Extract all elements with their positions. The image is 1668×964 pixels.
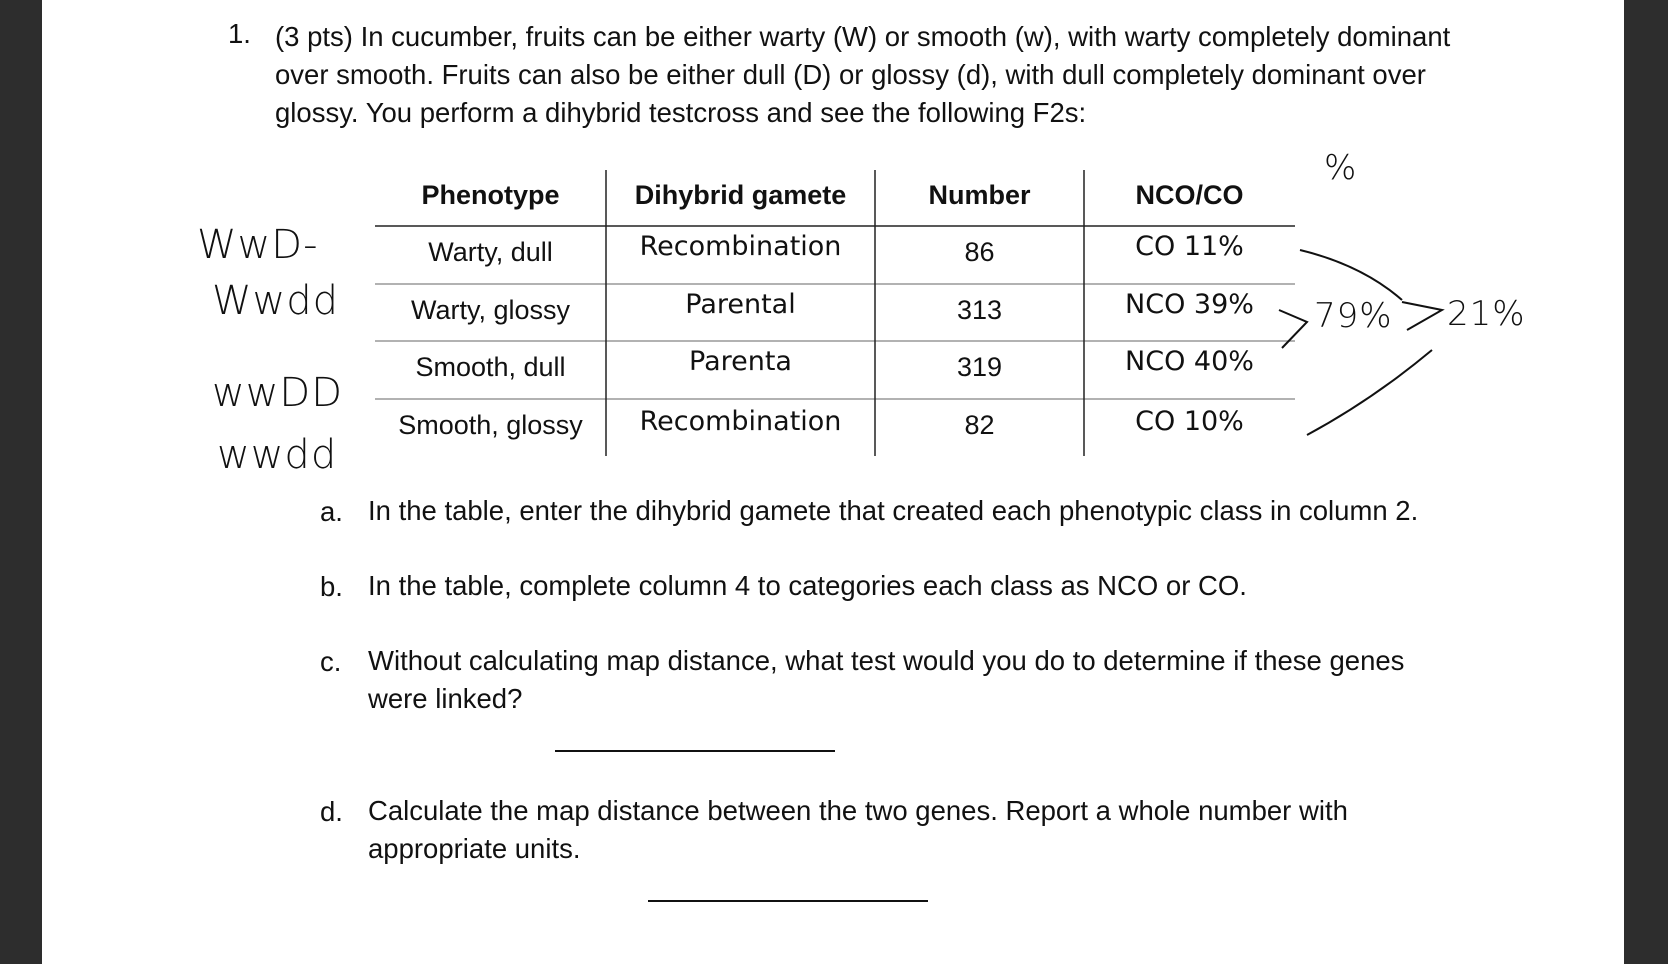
handwritten-genotype-4: wwdd	[217, 432, 338, 478]
header-nco-co: NCO/CO	[1135, 180, 1244, 210]
row4-gamete: Recombination	[639, 406, 842, 437]
part-d-answer-blank[interactable]	[648, 900, 928, 902]
row3-phenotype: Smooth, dull	[415, 352, 566, 382]
part-d-text: Calculate the map distance between the two genes. Report a whole number with appropriate units.	[368, 795, 1348, 864]
part-b-label: b.	[320, 571, 343, 602]
header-phenotype: Phenotype	[421, 180, 560, 210]
worksheet-page	[42, 0, 1624, 964]
row2-phenotype: Warty, glossy	[410, 295, 571, 325]
handwritten-genotype-3: wwDD	[212, 370, 344, 416]
row4-nco-co: CO 10%	[1135, 406, 1244, 437]
part-a-label: a.	[320, 496, 343, 527]
row1-phenotype: Warty, dull	[428, 237, 553, 267]
part-c-label: c.	[320, 646, 342, 677]
row4-phenotype: Smooth, glossy	[398, 410, 583, 440]
handwritten-percent-header: %	[1324, 148, 1358, 188]
row4-number: 82	[964, 410, 995, 440]
handwritten-genotype-2: Wwdd	[212, 278, 340, 324]
question-number: 1.	[228, 18, 251, 49]
part-c-text: Without calculating map distance, what test would you do to determine if these genes were linked?	[368, 645, 1405, 714]
part-b-text: In the table, complete column 4 to categories each class as NCO or CO.	[368, 570, 1247, 601]
row3-nco-co: NCO 40%	[1125, 346, 1254, 377]
handwritten-total-nco: 79%	[1314, 296, 1393, 336]
row2-nco-co: NCO 39%	[1125, 289, 1254, 320]
row1-number: 86	[964, 237, 995, 267]
header-gamete: Dihybrid gamete	[634, 180, 847, 210]
row1-gamete: Recombination	[639, 231, 842, 262]
row3-number: 319	[956, 352, 1003, 382]
header-number: Number	[928, 180, 1031, 210]
row1-nco-co: CO 11%	[1135, 231, 1244, 262]
row3-gamete: Parenta	[689, 346, 792, 377]
part-a-text: In the table, enter the dihybrid gamete that created each phenotypic class in column 2.	[368, 495, 1419, 526]
question-text: (3 pts) In cucumber, fruits can be either warty (W) or smooth (w), with warty completely dominant over smooth. Fruits can also be either dull (D) or glossy (d), with dull completely dominant over glossy. You perform a dihybrid testcross and see the following F2s:	[275, 21, 1451, 128]
handwritten-total-co: 21%	[1447, 294, 1526, 334]
row2-number: 313	[956, 295, 1003, 325]
row2-gamete: Parental	[685, 289, 796, 320]
part-d-label: d.	[320, 796, 343, 827]
part-c-answer-blank[interactable]	[555, 750, 835, 752]
handwritten-genotype-1: WwD-	[197, 222, 319, 268]
